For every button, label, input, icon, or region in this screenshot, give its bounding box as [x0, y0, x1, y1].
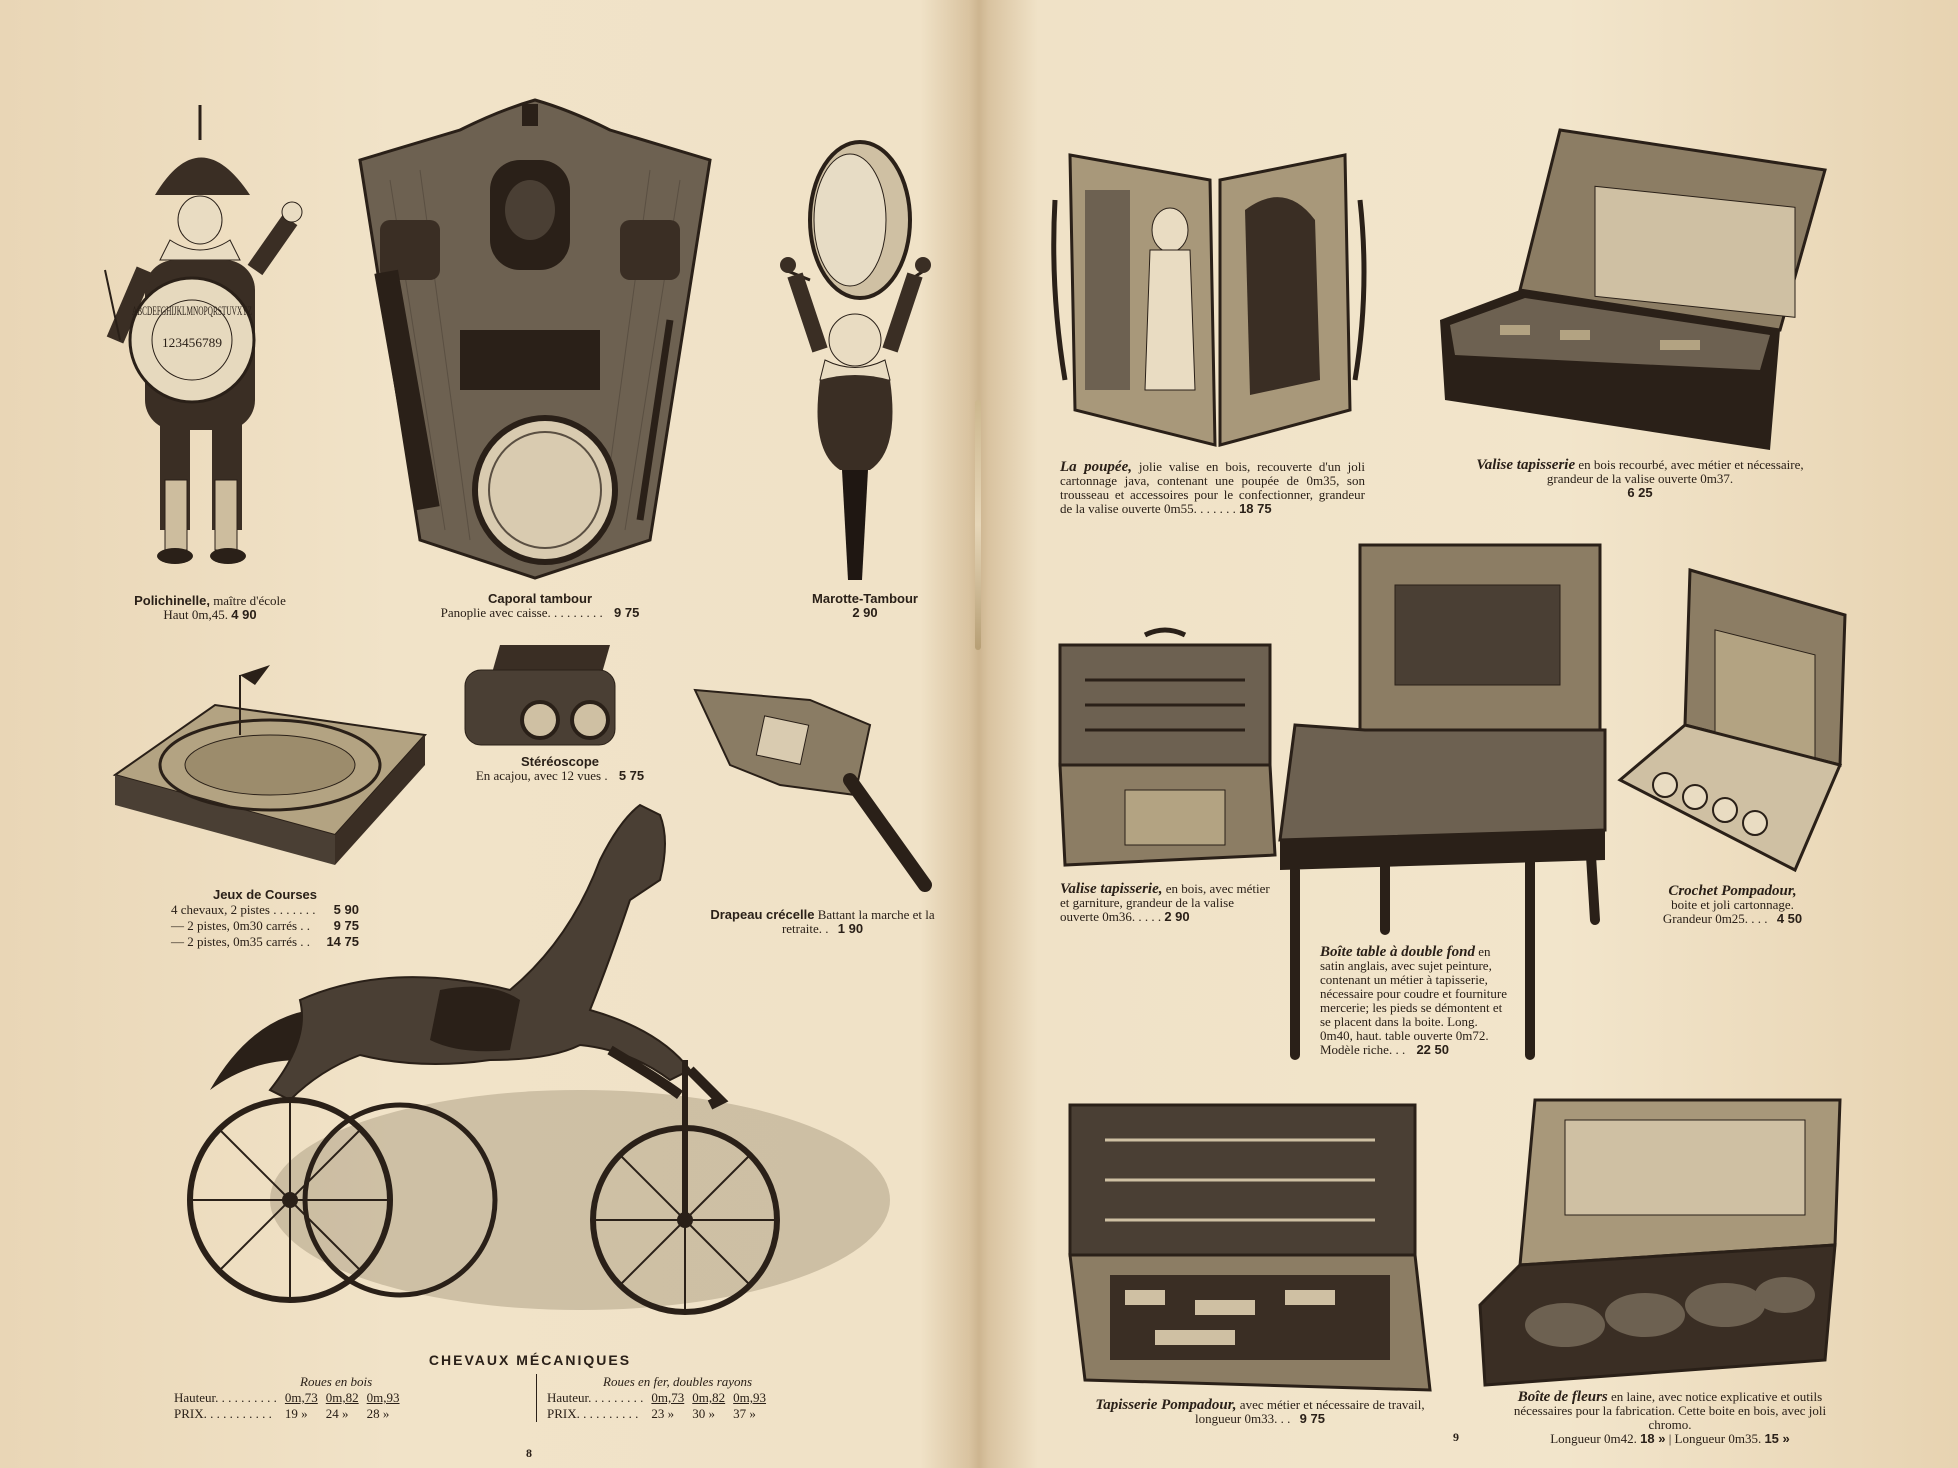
tapisserie-desc: avec métier et nécessaire de travail, longueur 0m33. . . — [1195, 1397, 1425, 1426]
stereoscope-price: 5 75 — [618, 768, 645, 783]
tapisserie-pompadour-illustration — [1065, 1100, 1435, 1390]
roues-fer-header: Roues en fer, doubles rayons — [603, 1374, 753, 1389]
poupee-price: 18 75 — [1239, 501, 1272, 516]
valise-tapisserie-illustration — [1440, 120, 1830, 450]
boite-table-desc: en satin anglais, avec sujet peinture, contenant un métier à tapisserie, nécessaire pour coudre et fourniture mercerie; les pieds se démontent et se placent dans la boite. Long. 0m40, haut. table ouverte 0m72. — [1320, 944, 1507, 1043]
jeux-row-price: 5 90 — [333, 902, 359, 917]
valise1-caption — [1455, 458, 1825, 500]
binding-thread — [975, 400, 981, 650]
bois-height: 0m,82 — [325, 1390, 359, 1405]
marotte-caption — [780, 592, 950, 620]
valise-tapisserie-small-illustration — [1055, 630, 1275, 870]
jeux-row-price: 9 75 — [333, 918, 359, 933]
crochet-pompadour-illustration — [1615, 565, 1845, 875]
crochet-title: Crochet Pompadour, — [1668, 883, 1797, 899]
prix-label: PRIX. . . . . . . . . . . — [174, 1406, 272, 1421]
fer-height: 0m,82 — [692, 1390, 726, 1405]
hauteur-label: Hauteur. . . . . . . . . . — [174, 1390, 277, 1405]
valise1-price: 6 25 — [1627, 485, 1653, 500]
poupee-desc: jolie valise en bois, recouverte d'un joli cartonnage java, contenant une poupée de 0m35, son trousseau et accessoires pour le confectionner, grandeur de la valise ouverte 0m55. . . . . . . — [1060, 459, 1366, 516]
stereoscope-desc: En acajou, avec 12 vues . — [475, 768, 608, 783]
caporal-desc: Panoplie avec caisse. . . . . . . . . — [440, 605, 603, 620]
bois-height: 0m,73 — [284, 1390, 318, 1405]
boite-table-model: Modèle riche. . . — [1320, 1042, 1406, 1057]
boite-table-caption — [1320, 945, 1510, 1057]
fer-price: 37 » — [733, 1406, 756, 1421]
valise1-title: Valise tapisserie — [1476, 457, 1576, 473]
crochet-desc: boite et joli cartonnage. — [1671, 897, 1794, 912]
bois-price: 24 » — [325, 1406, 349, 1421]
polichinelle-caption — [95, 594, 325, 622]
poupee-valise-illustration — [1055, 150, 1375, 450]
poupee-caption — [1060, 460, 1365, 516]
polichinelle-title: Polichinelle, — [134, 593, 210, 608]
valise2-caption — [1060, 882, 1270, 924]
roues-bois-block — [170, 1374, 537, 1422]
marotte-illustration — [780, 140, 930, 590]
roues-bois-header: Roues en bois — [300, 1374, 373, 1389]
chevaux-title: CHEVAUX MÉCANIQUES — [428, 1352, 632, 1368]
boite-fleurs-price2: 15 » — [1764, 1431, 1790, 1446]
boite-fleurs-size2: | Longueur 0m35. — [1668, 1431, 1762, 1446]
polichinelle-price: 4 90 — [231, 607, 257, 622]
drapeau-title: Drapeau crécelle — [710, 907, 815, 922]
fer-height: 0m,73 — [651, 1390, 685, 1405]
stereoscope-title: Stéréoscope — [520, 754, 600, 769]
tapisserie-price: 9 75 — [1299, 1411, 1325, 1426]
bois-height: 0m,93 — [366, 1390, 400, 1405]
crochet-size: Grandeur 0m25. . . . — [1662, 911, 1768, 926]
page-number-right: 9 — [1453, 1430, 1459, 1444]
roues-fer-table — [543, 1390, 770, 1422]
hauteur-label: Hauteur. . . . . . . . . — [547, 1390, 644, 1405]
fer-price: 30 » — [692, 1406, 716, 1421]
valise2-desc: en bois, avec métier et garniture, grandeur de la valise ouverte 0m36. . . . . — [1060, 881, 1270, 924]
polichinelle-desc: maître d'école — [213, 593, 286, 608]
stereoscope-caption — [430, 755, 690, 783]
chevaux-mecaniques-block — [170, 1352, 930, 1422]
prix-label: PRIX. . . . . . . . . . — [547, 1406, 639, 1421]
cheval-mecanique-illustration — [190, 800, 890, 1330]
jeux-row-label: 4 chevaux, 2 pistes . . . . . . . — [171, 902, 316, 917]
drapeau-price: 1 90 — [837, 921, 864, 936]
jeux-title: Jeux de Courses — [212, 887, 318, 902]
jeux-row-label: — 2 pistes, 0m30 carrés . . — [171, 918, 311, 933]
caporal-caption — [380, 592, 700, 620]
bois-price: 28 » — [366, 1406, 390, 1421]
valise2-title: Valise tapisserie, — [1060, 881, 1163, 897]
boite-fleurs-caption — [1500, 1390, 1840, 1446]
tapisserie-caption — [1080, 1398, 1440, 1426]
fer-height: 0m,93 — [733, 1390, 767, 1405]
poupee-title: La poupée, — [1060, 459, 1132, 475]
marotte-price: 2 90 — [852, 605, 878, 620]
boite-table-price: 22 50 — [1416, 1042, 1449, 1057]
page-number-left: 8 — [526, 1446, 532, 1460]
roues-fer-block — [537, 1374, 770, 1422]
drapeau-desc: Battant la marche et la retraite. . — [781, 907, 935, 936]
boite-fleurs-desc: en laine, avec notice explicative et outils nécessaires pour la fabrication. Cette boite en bois, avec joli chromo. — [1513, 1389, 1827, 1432]
marotte-title: Marotte-Tambour — [812, 591, 918, 606]
boite-fleurs-illustration — [1475, 1095, 1840, 1395]
polichinelle-illustration — [100, 100, 320, 580]
boite-fleurs-size1: Longueur 0m42. — [1550, 1431, 1637, 1446]
boite-table-title: Boîte table à double fond — [1320, 944, 1475, 960]
stereoscope-illustration — [460, 640, 620, 750]
valise1-desc: en bois recourbé, avec métier et nécessaire, grandeur de la valise ouverte 0m37. — [1546, 457, 1804, 486]
boite-fleurs-title: Boîte de fleurs — [1517, 1389, 1608, 1405]
jeux-row-price: 14 75 — [326, 934, 359, 949]
roues-bois-table — [170, 1390, 404, 1422]
bois-price: 19 » — [284, 1406, 308, 1421]
polichinelle-size: Haut 0m,45. — [163, 607, 229, 622]
caporal-title: Caporal tambour — [487, 591, 592, 606]
dial-numbers: 123456789 — [162, 335, 222, 350]
boite-fleurs-price1: 18 » — [1640, 1431, 1666, 1446]
crochet-caption — [1620, 884, 1845, 926]
valise2-price: 2 90 — [1164, 909, 1190, 924]
dial-letters: ABCDEFGHIJKLMNOPQRSTUVXYZ — [132, 303, 253, 318]
crochet-price: 4 50 — [1776, 911, 1803, 926]
caporal-price: 9 75 — [614, 605, 640, 620]
jeux-row-label: — 2 pistes, 0m35 carrés . . — [171, 934, 311, 949]
fer-price: 23 » — [651, 1406, 675, 1421]
tapisserie-title: Tapisserie Pompadour, — [1095, 1397, 1237, 1413]
caporal-tambour-illustration — [350, 100, 720, 580]
